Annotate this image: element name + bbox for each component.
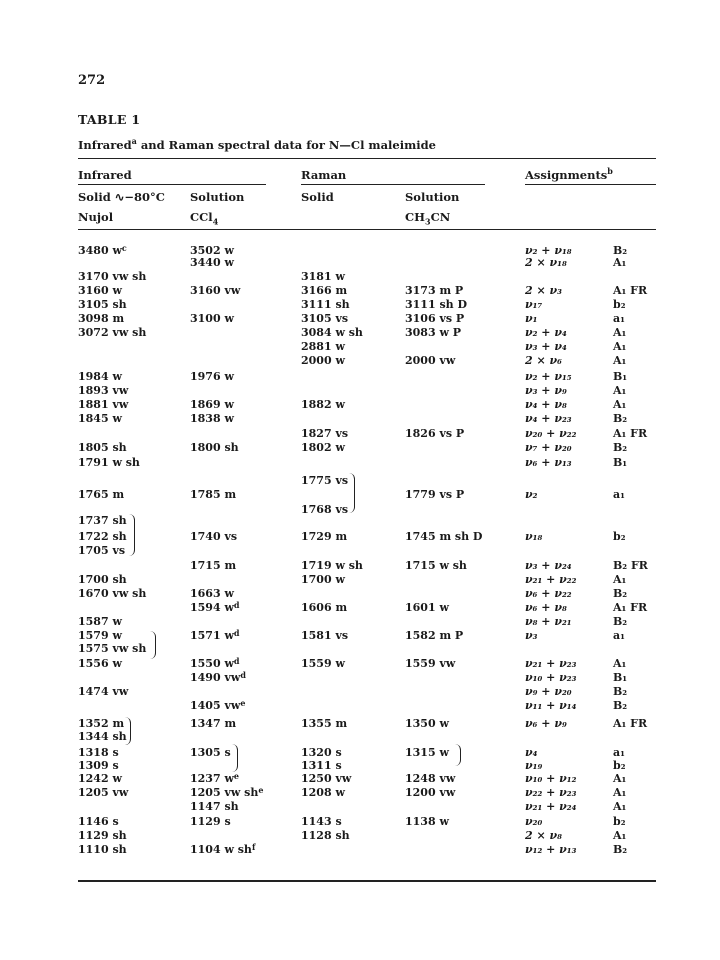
header-ccl4-text: CCl — [190, 210, 213, 224]
cell-raman-solution: 1350 w — [405, 717, 449, 730]
header-ch3cn-sub: 3 — [425, 216, 431, 227]
cell-ir-solution: 1147 sh — [190, 800, 239, 813]
cell-raman-solid: 3181 w — [301, 270, 345, 283]
cell-symmetry: A₁ — [613, 786, 627, 799]
cell-ir-solution: 1740 vs — [190, 530, 238, 543]
cell-ir-solution: 1490 $vw^d$ — [190, 670, 246, 684]
cell-raman-solid: 1882 w — [301, 398, 345, 411]
cell-ir-solid: 3160 w — [78, 284, 122, 297]
cell-assignment: ν₆ + ν₁₃ — [525, 456, 572, 469]
cell-raman-solution: 1601 w — [405, 601, 449, 614]
cell-ir-solution: 1838 w — [190, 412, 234, 425]
cell-assignment: ν₁₇ — [525, 298, 543, 311]
cell-symmetry: A₁ — [613, 398, 627, 411]
cell-ir-solid: 3072 vw sh — [78, 326, 147, 339]
cell-raman-solution: 1715 w sh — [405, 559, 467, 572]
header-assignments — [525, 168, 613, 182]
cell-symmetry: B₂ FR — [613, 559, 648, 572]
cell-raman-solid: 2000 w — [301, 354, 345, 367]
cell-symmetry: B₂ — [613, 843, 628, 856]
cell-raman-solution: 3111 sh D — [405, 298, 468, 311]
cell-ir-solution: 1129 s — [190, 815, 231, 828]
cell-symmetry: a₁ — [613, 312, 625, 325]
cell-assignment: 2 × ν₃ — [525, 284, 562, 297]
cell-assignment: ν₂₁ + ν₂₂ — [525, 573, 577, 586]
footnote-marker: e — [233, 771, 240, 781]
cell-symmetry: B₂ — [613, 441, 628, 454]
cell-raman-solid: 1311 s — [301, 759, 342, 772]
cell-assignment: ν₂₂ + ν₂₃ — [525, 786, 577, 799]
cell-symmetry: B₂ — [613, 587, 628, 600]
cell-ir-solid: 1344 sh — [78, 730, 127, 743]
cell-ir-solid: 3098 m — [78, 312, 125, 325]
caption-pre: Infrared — [78, 138, 132, 152]
cell-raman-solution: 1826 vs P — [405, 427, 465, 440]
cell-raman-solution: 1248 vw — [405, 772, 456, 785]
footnote-marker: e — [258, 785, 264, 795]
cell-symmetry: a₁ — [613, 488, 625, 501]
cell-symmetry: A₁ — [613, 326, 627, 339]
cell-symmetry: b₂ — [613, 815, 626, 828]
cell-raman-solution: 1582 m P — [405, 629, 464, 642]
header-assignments-sup: b — [607, 166, 613, 176]
cell-ir-solid: 1556 w — [78, 657, 122, 670]
cell-ir-solution: 1571 $w^d$ — [190, 628, 240, 642]
cell-symmetry: A₁ — [613, 829, 627, 842]
cell-ir-solid: 1805 sh — [78, 441, 127, 454]
cell-symmetry: A₁ — [613, 340, 627, 353]
header-ch3cn — [405, 210, 450, 226]
cell-ir-solid: 1579 w — [78, 629, 122, 642]
cell-assignment: ν₆ + ν₂₂ — [525, 587, 572, 600]
cell-ir-solid: 3480 $w^c$ — [78, 243, 127, 257]
caption-sup-a: a — [131, 136, 137, 146]
cell-ir-solid: 1309 s — [78, 759, 119, 772]
brace-ir-1352 — [125, 717, 131, 745]
cell-symmetry: a₁ — [613, 746, 625, 759]
cell-ir-solid: 1205 vw — [78, 786, 129, 799]
cell-raman-solution: 3106 vs P — [405, 312, 465, 325]
cell-raman-solid: 1250 vw — [301, 772, 352, 785]
cell-assignment: 2 × ν₁₈ — [525, 256, 567, 269]
cell-symmetry: A₁ FR — [613, 284, 648, 297]
cell-raman-solid: 1320 s — [301, 746, 342, 759]
cell-symmetry: A₁ — [613, 354, 627, 367]
header-bottom-rule — [78, 229, 656, 230]
cell-assignment: ν₁₁ + ν₁₄ — [525, 699, 577, 712]
cell-ir-solution: 1237 $w^e$ — [190, 771, 240, 785]
cell-assignment: ν₉ + ν₂₀ — [525, 685, 572, 698]
header-solid-temp: Solid ∿−80°C — [78, 190, 165, 204]
cell-ir-solid: 1110 sh — [78, 843, 127, 856]
cell-ir-solid: 1129 sh — [78, 829, 127, 842]
cell-ir-solution: 1104 w $sh^f$ — [190, 842, 256, 856]
cell-raman-solid: 2881 w — [301, 340, 345, 353]
infrared-group-rule — [78, 184, 266, 185]
header-ch3cn-text: CH — [405, 210, 426, 224]
brace-ir-1737 — [129, 514, 135, 556]
cell-symmetry: B₂ — [613, 699, 628, 712]
cell-symmetry: A₁ — [613, 256, 627, 269]
header-solution: Solution — [190, 190, 245, 204]
cell-ir-solid: 1587 w — [78, 615, 122, 628]
cell-ir-solid: 1146 s — [78, 815, 119, 828]
cell-raman-solid: 1729 m — [301, 530, 348, 543]
cell-ir-solution: 1800 sh — [190, 441, 239, 454]
footnote-marker: d — [233, 628, 240, 638]
cell-ir-solid: 1737 sh — [78, 514, 127, 527]
header-raman: Raman — [301, 168, 347, 182]
cell-raman-solution: 1559 vw — [405, 657, 456, 670]
cell-ir-solution: 1550 $w^d$ — [190, 656, 240, 670]
cell-ir-solid: 3105 sh — [78, 298, 127, 311]
cell-ir-solid: 1575 vw sh — [78, 642, 147, 655]
cell-ir-solid: 1893 vw — [78, 384, 129, 397]
cell-ir-solution: 1405 $vw^e$ — [190, 698, 246, 712]
cell-raman-solid: 1802 w — [301, 441, 345, 454]
cell-raman-solution: 1200 vw — [405, 786, 456, 799]
cell-raman-solid: 3166 m — [301, 284, 348, 297]
cell-symmetry: B₂ — [613, 244, 628, 257]
cell-raman-solution: 3173 m P — [405, 284, 464, 297]
cell-assignment: ν₁₈ — [525, 530, 543, 543]
brace-ir-1579 — [150, 631, 156, 659]
cell-ir-solid: 1845 w — [78, 412, 122, 425]
header-ch3cn-tail: CN — [430, 210, 451, 224]
cell-assignment: ν₁ — [525, 312, 538, 325]
cell-assignment: ν₁₉ — [525, 759, 543, 772]
cell-ir-solid: 1881 vw — [78, 398, 129, 411]
cell-raman-solution: 1779 vs P — [405, 488, 465, 501]
cell-ir-solution: 3440 w — [190, 256, 234, 269]
cell-ir-solution: 1869 w — [190, 398, 234, 411]
cell-raman-solid: 1128 sh — [301, 829, 350, 842]
cell-ir-solution: 1715 m — [190, 559, 237, 572]
footnote-marker: e — [240, 698, 246, 708]
cell-ir-solid: 1791 w sh — [78, 456, 140, 469]
cell-assignment: ν₂ + ν₄ — [525, 326, 567, 339]
brace-sol-1305 — [232, 744, 238, 772]
cell-raman-solid: 1719 w sh — [301, 559, 363, 572]
cell-raman-solid: 1208 w — [301, 786, 345, 799]
cell-assignment: ν₂₁ + ν₂₃ — [525, 657, 577, 670]
cell-raman-solution: 2000 vw — [405, 354, 456, 367]
cell-ir-solution: 1976 w — [190, 370, 234, 383]
cell-ir-solution: 1347 m — [190, 717, 237, 730]
cell-ir-solution: 3100 w — [190, 312, 234, 325]
table-caption — [78, 138, 436, 152]
cell-raman-solution: 1138 w — [405, 815, 449, 828]
cell-ir-solid: 1352 m — [78, 717, 125, 730]
cell-raman-solid: 1768 vs — [301, 503, 349, 516]
cell-raman-solid: 1143 s — [301, 815, 342, 828]
header-infrared: Infrared — [78, 168, 132, 182]
cell-raman-solution: 3083 w P — [405, 326, 462, 339]
cell-assignment: 2 × ν₆ — [525, 354, 562, 367]
cell-assignment: ν₄ + ν₂₃ — [525, 412, 572, 425]
cell-ir-solution: 1305 s — [190, 746, 231, 759]
table-label: TABLE 1 — [78, 112, 141, 127]
header-nujol: Nujol — [78, 210, 114, 224]
cell-raman-solid: 3084 w sh — [301, 326, 363, 339]
cell-symmetry: B₁ — [613, 370, 628, 383]
cell-assignment: ν₁₀ + ν₁₂ — [525, 772, 577, 785]
cell-raman-solution: 1315 w — [405, 746, 449, 759]
cell-raman-solid: 1581 vs — [301, 629, 349, 642]
cell-assignment: ν₂ + ν₁₅ — [525, 370, 572, 383]
cell-assignment: ν₃ + ν₂₄ — [525, 559, 572, 572]
cell-ir-solid: 1722 sh — [78, 530, 127, 543]
cell-symmetry: A₁ — [613, 772, 627, 785]
cell-assignment: ν₆ + ν₈ — [525, 601, 567, 614]
cell-symmetry: b₂ — [613, 530, 626, 543]
cell-ir-solid: 1474 vw — [78, 685, 129, 698]
cell-assignment: ν₁₂ + ν₁₃ — [525, 843, 577, 856]
footnote-marker: f — [251, 842, 256, 852]
cell-symmetry: B₁ — [613, 671, 628, 684]
cell-assignment: ν₂ + ν₁₈ — [525, 244, 572, 257]
cell-ir-solid: 1318 s — [78, 746, 119, 759]
cell-symmetry: B₁ — [613, 456, 628, 469]
cell-ir-solution: 3502 w — [190, 244, 234, 257]
header-ccl4 — [190, 210, 218, 226]
cell-symmetry: B₂ — [613, 615, 628, 628]
cell-assignment: ν₂₀ — [525, 815, 543, 828]
cell-symmetry: A₁ — [613, 800, 627, 813]
header-ccl4-sub: 4 — [212, 216, 219, 227]
cell-ir-solution: 1594 $w^d$ — [190, 600, 240, 614]
cell-assignment: ν₃ + ν₉ — [525, 384, 567, 397]
cell-assignment: ν₆ + ν₉ — [525, 717, 567, 730]
cell-raman-solid: 3111 sh — [301, 298, 350, 311]
caption-post: and Raman spectral data for N—Cl maleimide — [136, 138, 437, 152]
assignments-group-rule — [525, 184, 656, 185]
header-raman-solid: Solid — [301, 190, 334, 204]
cell-symmetry: B₂ — [613, 412, 628, 425]
cell-ir-solid: 3170 vw sh — [78, 270, 147, 283]
brace-raman-1775 — [349, 473, 355, 513]
cell-ir-solid: 1765 m — [78, 488, 125, 501]
cell-assignment: ν₄ — [525, 746, 538, 759]
top-rule — [78, 158, 656, 159]
cell-symmetry: A₁ — [613, 573, 627, 586]
cell-assignment: ν₂₀ + ν₂₂ — [525, 427, 577, 440]
cell-assignment: ν₂ — [525, 488, 538, 501]
cell-symmetry: A₁ FR — [613, 717, 648, 730]
cell-raman-solid: 1700 w — [301, 573, 345, 586]
cell-raman-solid: 3105 vs — [301, 312, 349, 325]
cell-symmetry: a₁ — [613, 629, 625, 642]
header-assignments-text: Assignments — [525, 168, 608, 182]
footnote-marker: d — [240, 670, 246, 680]
cell-ir-solution: 1785 m — [190, 488, 237, 501]
cell-ir-solid: 1670 vw sh — [78, 587, 147, 600]
cell-ir-solution: 3160 vw — [190, 284, 241, 297]
cell-assignment: ν₁₀ + ν₂₃ — [525, 671, 577, 684]
footnote-marker: d — [233, 656, 240, 666]
footnote-marker: d — [233, 600, 240, 610]
cell-assignment: ν₄ + ν₈ — [525, 398, 567, 411]
cell-symmetry: A₁ — [613, 384, 627, 397]
brace-raman-sol-1315 — [455, 744, 461, 766]
raman-group-rule — [301, 184, 485, 185]
cell-raman-solution: 1745 m sh D — [405, 530, 483, 543]
page-number: 272 — [78, 73, 106, 88]
cell-symmetry: B₂ — [613, 685, 628, 698]
cell-symmetry: A₁ FR — [613, 601, 648, 614]
header-raman-solution: Solution — [405, 190, 460, 204]
cell-symmetry: A₁ FR — [613, 427, 648, 440]
cell-assignment: ν₃ — [525, 629, 538, 642]
cell-symmetry: A₁ — [613, 657, 627, 670]
cell-raman-solid: 1355 m — [301, 717, 348, 730]
cell-raman-solid: 1606 m — [301, 601, 348, 614]
cell-symmetry: b₂ — [613, 759, 626, 772]
cell-ir-solution: 1663 w — [190, 587, 234, 600]
cell-assignment: 2 × ν₈ — [525, 829, 562, 842]
cell-raman-solid: 1827 vs — [301, 427, 349, 440]
cell-ir-solution: 1205 vw $sh^e$ — [190, 785, 264, 799]
cell-symmetry: b₂ — [613, 298, 626, 311]
bottom-rule — [78, 880, 656, 882]
cell-assignment: ν₃ + ν₄ — [525, 340, 567, 353]
cell-ir-solid: 1700 sh — [78, 573, 127, 586]
cell-ir-solid: 1984 w — [78, 370, 122, 383]
cell-assignment: ν₇ + ν₂₀ — [525, 441, 572, 454]
cell-raman-solid: 1559 w — [301, 657, 345, 670]
cell-ir-solid: 1242 w — [78, 772, 122, 785]
cell-ir-solid: 1705 vs — [78, 544, 126, 557]
cell-raman-solid: 1775 vs — [301, 474, 349, 487]
cell-assignment: ν₂₁ + ν₂₄ — [525, 800, 577, 813]
cell-assignment: ν₈ + ν₂₁ — [525, 615, 572, 628]
footnote-marker: c — [121, 243, 127, 253]
